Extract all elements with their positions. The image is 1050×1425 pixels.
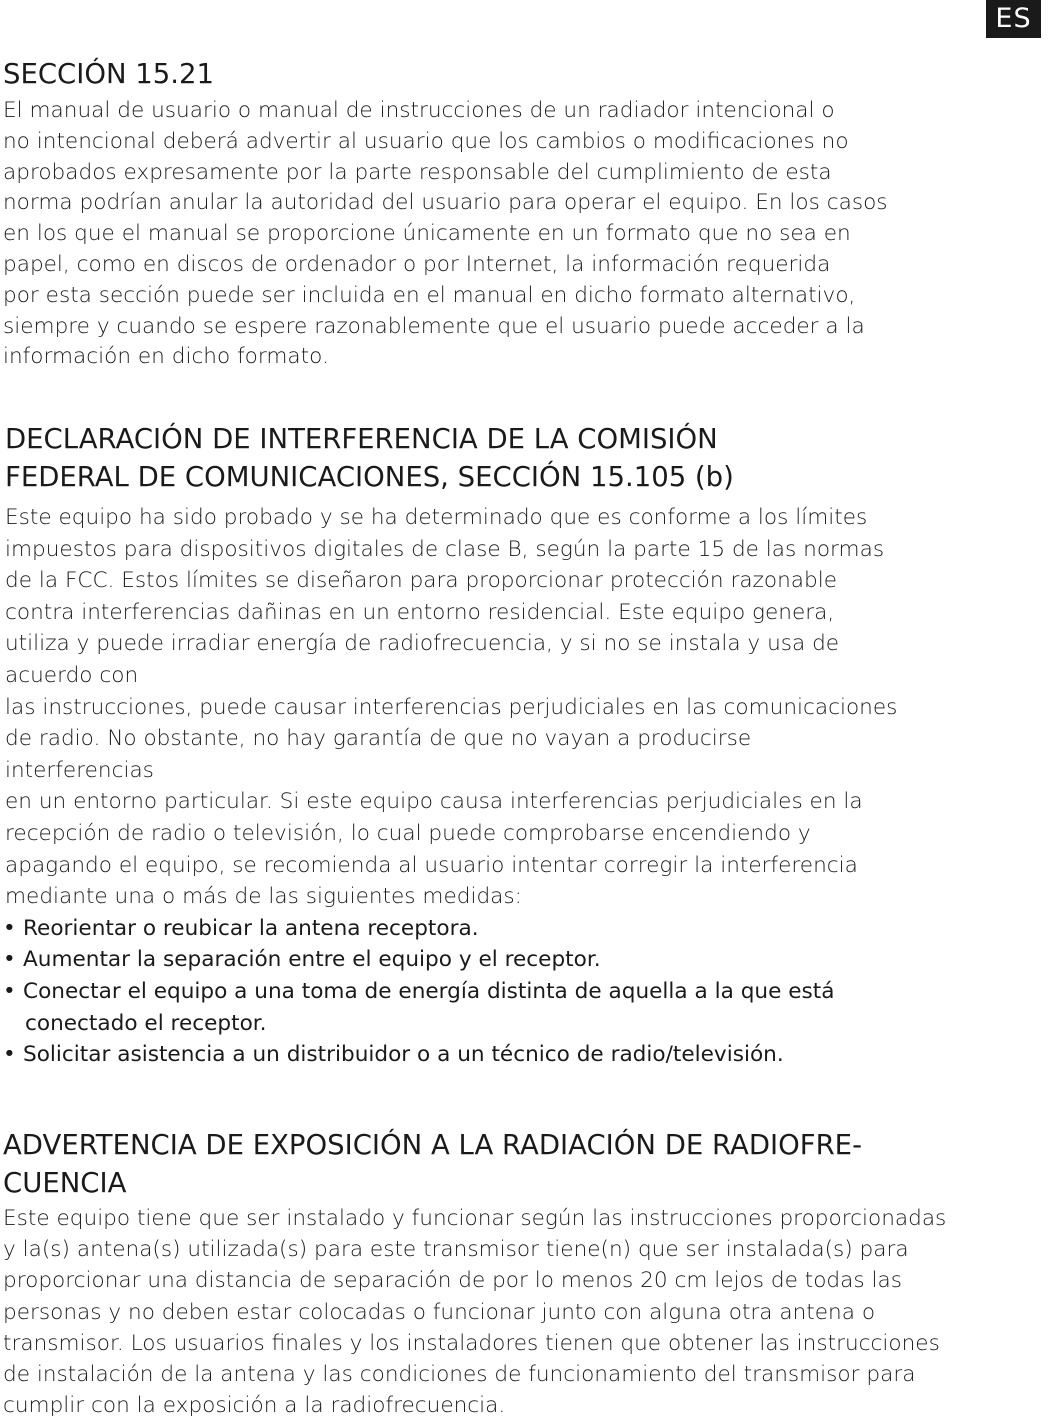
text-line: mediante una o más de las siguientes medidas:	[5, 884, 522, 910]
text-line: personas y no deben estar colocadas o funcionar junto con alguna otra antena o	[3, 1299, 876, 1325]
text-line: Este equipo ha sido probado y se ha determinado que es conforme a los límites	[5, 505, 868, 530]
text-line: impuestos para dispositivos digitales de clase B, según la parte 15 de las normas	[5, 536, 885, 562]
measures-list	[5, 913, 1050, 1071]
text-line: norma podrían anular la autoridad del usuario para operar el equipo. En los casos	[3, 190, 888, 216]
list-item	[5, 913, 1050, 945]
section-body	[3, 96, 1048, 373]
section-title	[3, 1126, 1048, 1202]
section-rf-exposure	[3, 1126, 1048, 1421]
text-line: El manual de usuario o manual de instrucciones de un radiador intencional o	[3, 98, 835, 123]
text-line: de instalación de la antena y las condiciones de funcionamiento del transmisor para	[3, 1362, 916, 1388]
section-title	[5, 421, 1050, 496]
text-line: contra interferencias dañinas en un entorno residencial. Este equipo genera,	[5, 599, 835, 625]
list-item	[5, 976, 1050, 1039]
section-body	[5, 502, 1050, 913]
text-line: en un entorno particular. Si este equipo causa interferencias perjudiciales en la	[5, 789, 863, 815]
section-title: SECCIÓN 15.21	[3, 58, 215, 90]
list-item-text-continued: conectado el receptor.	[25, 1010, 267, 1036]
text-line: las instrucciones, puede causar interferencias perjudiciales en las comunicaciones	[5, 694, 898, 720]
section-body	[3, 1203, 1048, 1421]
title-line: FEDERAL DE COMUNICACIONES, SECCIÓN 15.105 (b)	[5, 460, 734, 493]
text-line: interferencias	[5, 757, 154, 783]
text-line: por esta sección puede ser incluida en el manual en dicho formato alternativo,	[3, 282, 856, 308]
list-item	[5, 1039, 1050, 1071]
text-line: cumplir con la exposición a la radiofrecuencia.	[3, 1393, 506, 1419]
section-15-21	[3, 56, 1048, 373]
text-line: en los que el manual se proporcione únicamente en un formato que no sea en	[3, 221, 851, 247]
language-badge: ES	[986, 0, 1041, 38]
list-item-text: • Reorientar o reubicar la antena receptora.	[23, 915, 479, 941]
title-line: ADVERTENCIA DE EXPOSICIÓN A LA RADIACIÓN DE RADIOFRE-	[3, 1129, 862, 1161]
text-line: papel, como en discos de ordenador o por Internet, la información requerida	[3, 251, 831, 277]
text-line: proporcionar una distancia de separación de por lo menos 20 cm lejos de todas las	[3, 1268, 902, 1294]
text-line: de radio. No obstante, no hay garantía de que no vayan a producirse	[5, 726, 752, 752]
text-line: Este equipo tiene que ser instalado y funcionar según las instrucciones proporcionadas	[3, 1206, 947, 1231]
text-line: siempre y cuando se espere razonablemente que el usuario puede acceder a la	[3, 313, 865, 339]
text-line: acuerdo con	[5, 662, 139, 688]
text-line: utiliza y puede irradiar energía de radiofrecuencia, y si no se instala y usa de	[5, 631, 840, 657]
text-line: aprobados expresamente por la parte responsable del cumplimiento de esta	[3, 159, 832, 185]
text-line: información en dicho formato.	[3, 344, 329, 370]
text-line: transmisor. Los usuarios finales y los instaladores tienen que obtener las instrucciones	[3, 1330, 940, 1356]
text-line: apagando el equipo, se recomienda al usuario intentar corregir la interferencia	[5, 852, 858, 878]
text-line: y la(s) antena(s) utilizada(s) para este transmisor tiene(n) que ser instalada(s) para	[3, 1237, 909, 1263]
title-line: DECLARACIÓN DE INTERFERENCIA DE LA COMISIÓN	[5, 423, 718, 455]
text-line: recepción de radio o televisión, lo cual puede comprobarse encendiendo y	[5, 820, 811, 846]
list-item	[5, 944, 1050, 976]
section-fcc-interference	[5, 421, 1050, 1071]
list-item-text: • Aumentar la separación entre el equipo y el receptor.	[23, 947, 601, 973]
text-line: de la FCC. Estos límites se diseñaron para proporcionar protección razonable	[5, 568, 838, 594]
text-line: no intencional deberá advertir al usuario que los cambios o modificaciones no	[3, 128, 849, 154]
list-item-text: • Solicitar asistencia a un distribuidor o a un técnico de radio/televisión.	[23, 1042, 784, 1068]
title-line: CUENCIA	[3, 1167, 127, 1199]
list-item-text: • Conectar el equipo a una toma de energía distinta de aquella a la que está	[23, 978, 835, 1004]
